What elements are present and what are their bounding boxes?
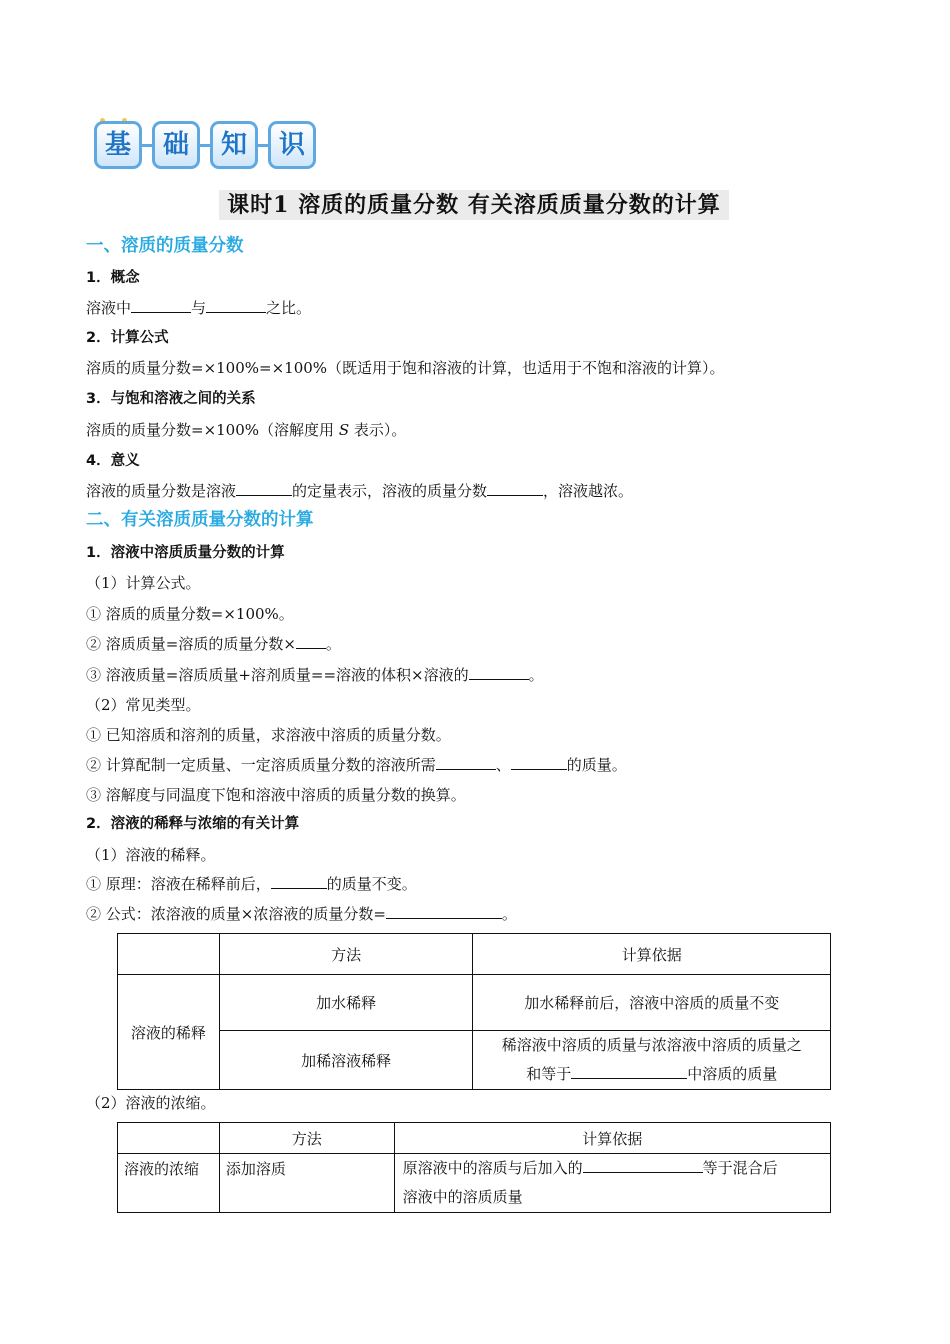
dilution-table [117, 933, 831, 1090]
table-cell: 加稀溶液稀释 [219, 1031, 473, 1090]
fill-blank [236, 481, 292, 496]
body-line: ① 溶质的质量分数=×100%。 [86, 605, 294, 623]
subheading: 2．溶液的稀释与浓缩的有关计算 [86, 816, 300, 832]
body-line: 溶液中 与 之比。 [86, 299, 312, 317]
body-line: （2）常见类型。 [86, 696, 201, 714]
fill-blank [296, 634, 326, 649]
fill-blank [386, 904, 502, 919]
subheading: 3．与饱和溶液之间的关系 [86, 391, 256, 407]
page-title: 课时1 溶质的质量分数 有关溶质质量分数的计算 [219, 190, 729, 220]
body-line: ③ 溶液质量=溶质质量+溶剂质量==溶液的体积×溶液的 。 [86, 666, 544, 684]
body-line: ② 溶质质量=溶质的质量分数× 。 [86, 635, 341, 653]
table-header: 计算依据 [473, 934, 831, 975]
fill-blank [131, 298, 191, 313]
section-heading: 一、溶质的质量分数 [86, 236, 244, 256]
fill-blank [436, 755, 496, 770]
body-line: 溶质的质量分数=×100%=×100%（既适用于饱和溶液的计算，也适用于不饱和溶液的计算）。 [86, 359, 725, 377]
body-line: （1）溶液的稀释。 [86, 846, 216, 864]
table-cell: 原溶液中的溶质与后加入的 等于混合后 溶液中的溶质质量 [394, 1154, 830, 1213]
badge-char: 知 [210, 121, 258, 169]
body-line: （2）溶液的浓缩。 [86, 1094, 216, 1112]
body-line: ② 计算配制一定质量、一定溶质质量分数的溶液所需 、 的质量。 [86, 756, 627, 774]
subheading: 4．意义 [86, 453, 140, 469]
fill-blank [571, 1064, 687, 1079]
body-line: 溶质的质量分数=×100%（溶解度用 S 表示）。 [86, 421, 407, 439]
table-cell: 添加溶质 [219, 1154, 394, 1213]
fill-blank [271, 874, 327, 889]
fill-blank [469, 665, 529, 680]
body-line: ① 已知溶质和溶剂的质量，求溶液中溶质的质量分数。 [86, 726, 451, 744]
fill-blank [487, 481, 543, 496]
table-cell [118, 1123, 220, 1154]
fill-blank [511, 755, 567, 770]
fill-blank [206, 298, 266, 313]
body-line: ① 原理：溶液在稀释前后， 的质量不变。 [86, 875, 417, 893]
table-cell [118, 934, 220, 975]
badge-char: 础 [152, 121, 200, 169]
body-line: ② 公式：浓溶液的质量×浓溶液的质量分数= 。 [86, 905, 517, 923]
subheading: 1．概念 [86, 270, 140, 286]
badge-char: 基 [94, 121, 142, 169]
table-cell: 加水稀释前后，溶液中溶质的质量不变 [473, 975, 831, 1031]
concentration-table [117, 1122, 831, 1213]
table-row-label: 溶液的稀释 [118, 975, 220, 1090]
subheading: 1．溶液中溶质质量分数的计算 [86, 545, 285, 561]
table-header: 计算依据 [394, 1123, 830, 1154]
table-cell: 加水稀释 [219, 975, 473, 1031]
section-badge [92, 118, 320, 172]
table-row-label: 溶液的浓缩 [118, 1154, 220, 1213]
table-header: 方法 [219, 934, 473, 975]
body-line: 溶液的质量分数是溶液 的定量表示，溶液的质量分数 ，溶液越浓。 [86, 482, 634, 500]
fill-blank [583, 1158, 703, 1173]
subheading: 2．计算公式 [86, 330, 169, 346]
body-line: （1）计算公式。 [86, 574, 201, 592]
section-heading: 二、有关溶质质量分数的计算 [86, 510, 314, 530]
table-header: 方法 [219, 1123, 394, 1154]
table-cell: 稀溶液中溶质的质量与浓溶液中溶质的质量之 和等于 中溶质的质量 [473, 1031, 831, 1090]
badge-char: 识 [268, 121, 316, 169]
body-line: ③ 溶解度与同温度下饱和溶液中溶质的质量分数的换算。 [86, 786, 466, 804]
